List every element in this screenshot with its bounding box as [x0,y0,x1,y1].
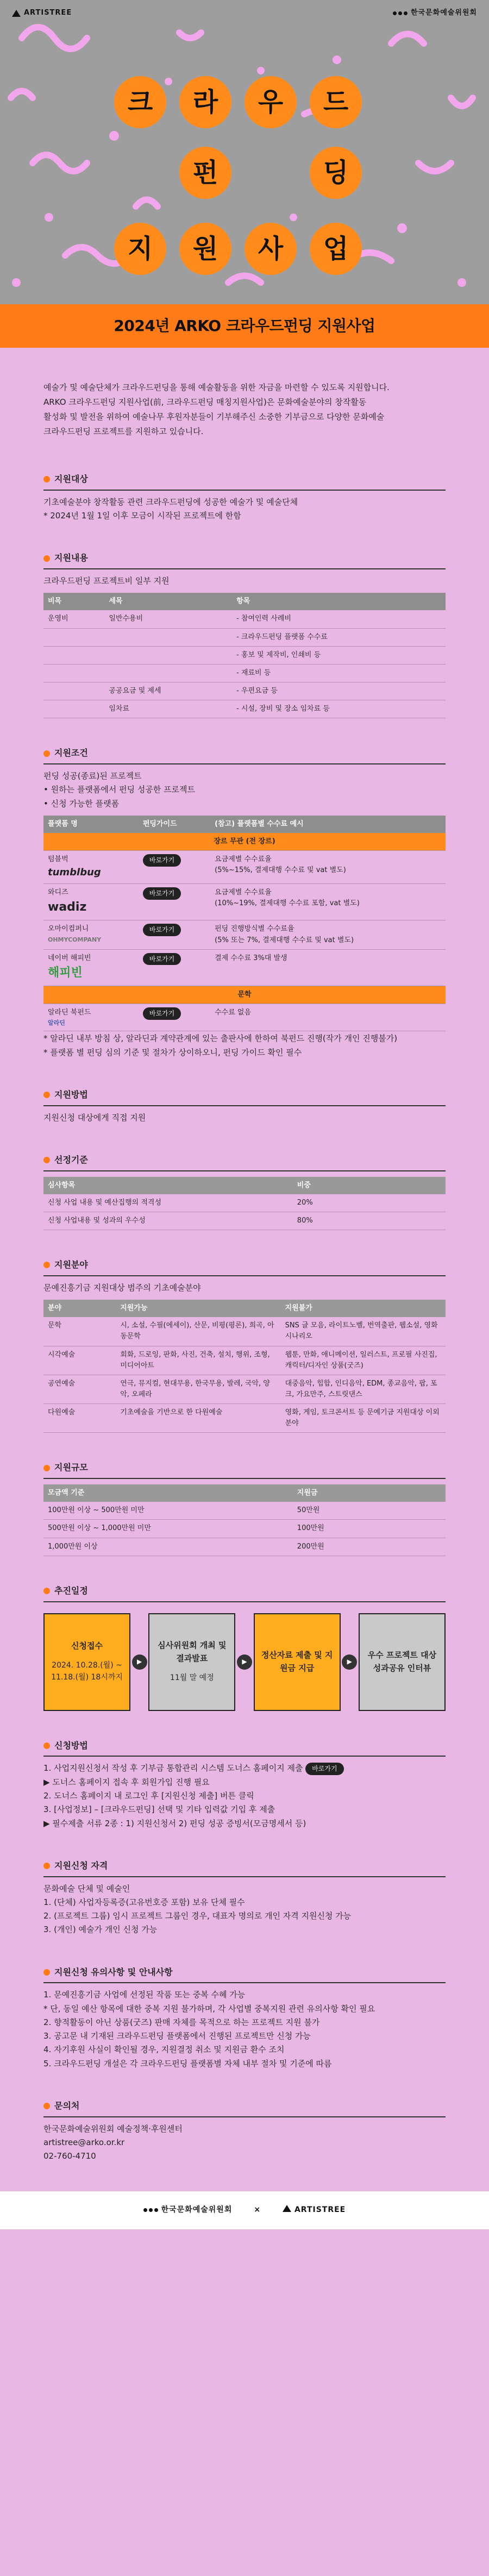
section-title [43,1088,446,1102]
caution-line: 5. 크라우드펀딩 개설은 각 크라우드펀딩 플랫폼별 자체 내부 절차 및 기준에 따름 [43,2058,332,2069]
scope-desc: 크라우드펀딩 프로젝트비 일부 지원 [43,576,170,586]
section-title [43,1258,446,1272]
caution-line: 3. 공고문 내 기재된 크라우드펀딩 플랫폼에서 진행된 프로젝트만 신청 가능 [43,2031,311,2041]
schedule-step [43,1613,130,1711]
scope-section [0,540,489,735]
section-title [43,1859,446,1873]
group-label: 장르 무관 (전 장르) [43,833,446,851]
divider [43,2116,446,2117]
table-row [43,1375,446,1403]
triangle-icon [283,2205,291,2212]
divider [43,1105,446,1106]
intro-line: 예술가 및 예술단체가 크라우드펀딩을 통해 예술활동을 위한 자금을 마련할 수 있도록 지원합니다. [43,383,390,392]
intro-line: 활성화 및 발전을 위하여 예술나무 후원자분들이 기부해주신 소중한 기부금으로 다양한 문화예술 [43,412,385,422]
table-header: 비목 [43,593,104,610]
conditions-section [0,735,489,1076]
table-row [43,949,446,986]
aladin-logo: 알라딘 [48,1019,65,1027]
fee-text: 펀딩 진행방식별 수수료율 [215,925,294,933]
caution-section [0,1954,489,2088]
section-title-text: 추진일정 [54,1585,88,1596]
arrow-right-icon: ▶ [342,1654,357,1670]
section-title-text: 지원대상 [54,474,88,484]
platform-name: 네이버 해피빈 [48,954,91,962]
table-header: 지원가능 [116,1300,280,1317]
caution-line: 1. 문예진흥기금 사업에 선정된 작품 또는 중복 수혜 가능 [43,1990,246,2000]
section-title [43,747,446,760]
conditions-bullet: • 신청 가능한 플랫폼 [43,798,120,808]
table-cell [104,628,232,646]
guide-link-button[interactable]: 바로가기 [143,887,181,900]
contact-section [0,2088,489,2191]
table-row [43,1502,446,1520]
table-cell: 문학 [43,1317,116,1346]
table-cell: 대중음악, 힙합, 인디음악, EDM, 종교음악, 팝, 포크, 가요만주, 스트릿댄스 [281,1375,446,1403]
table-cell: 100만원 [293,1520,446,1538]
section-title [43,1154,446,1167]
target-line: 기초예술분야 창작활동 관련 크라우드펀딩에 성공한 예술가 및 예술단체 [43,497,298,507]
table-row [43,664,446,682]
title-char: 업 [310,223,362,275]
arko-dots-icon [143,2208,158,2212]
platform-table [43,816,446,1031]
bullet-dot-icon [43,1969,50,1976]
divider [43,1876,446,1877]
top-bar [12,8,477,18]
table-row [43,610,446,628]
bullet-dot-icon [43,1863,50,1869]
footer-separator: × [254,2205,261,2214]
table-row [43,1404,446,1433]
footer-left-text: 한국문화예술위원회 [161,2205,233,2214]
fee-text: 수수료 없음 [215,1008,252,1017]
step-sub: 2024. 10.28.(월) ~ 11.18.(월) 18시까지 [51,1661,123,1682]
table-row [43,1538,446,1556]
section-title-text: 지원신청 자격 [54,1860,108,1871]
table-cell: 신청 사업내용 및 성과의 우수성 [43,1212,293,1230]
footer-artistree-logo [283,2204,346,2216]
qualification-section [0,1847,489,1954]
table-cell: - 우편요금 등 [232,682,446,700]
table-cell: - 시설, 장비 및 장소 임차료 등 [232,700,446,718]
table-cell: 임차료 [104,700,232,718]
schedule-step [148,1613,235,1711]
contact-email[interactable]: artistree@arko.or.kr [43,2138,125,2148]
table-cell [104,664,232,682]
fields-desc: 문예진흥기금 지원대상 범주의 기초예술분야 [43,1282,201,1293]
table-row [43,851,446,884]
group-label: 문학 [43,986,446,1004]
apply-line: 2. 도너스 홈페이지 내 로그인 후 [지원신청 제출] 버튼 클릭 [43,1791,254,1801]
table-cell: 시각예술 [43,1346,116,1375]
contact-phone[interactable]: 02-760-4710 [43,2151,96,2161]
divider [43,1601,446,1602]
table-cell [43,646,104,664]
wadiz-logo: wadiz [48,900,87,914]
fields-section [0,1246,489,1449]
table-row [43,1520,446,1538]
step-sub: 11월 말 예정 [170,1673,214,1682]
bullet-dot-icon [43,1092,50,1098]
criteria-section [0,1142,489,1246]
table-cell [43,628,104,646]
table-cell: 다원예술 [43,1404,116,1433]
fee-text: 요금제별 수수료율 [215,888,272,897]
brand-right-text: 한국문화예술위원회 [410,9,477,17]
target-section [0,461,489,540]
table-group-row [43,833,446,851]
guide-link-button[interactable]: 바로가기 [143,854,181,867]
fee-detail: (5% 또는 7%, 결제대행 수수료 및 vat 별도) [215,936,354,944]
bullet-dot-icon [43,555,50,562]
fee-text: 결제 수수료 3%대 발생 [215,954,287,962]
apply-line: 3. [사업정보] – [크라우드펀딩] 선택 및 기타 입력값 기입 후 제출 [43,1804,275,1815]
apply-line-text: 1. 사업지원신청서 작성 후 기부금 통합관리 시스템 도너스 홈페이지 제출 [43,1763,303,1773]
tumblbug-logo: tumblbug [48,867,101,879]
table-cell: 공공요금 및 제세 [104,682,232,700]
table-cell: 영화, 게임, 토크콘서트 등 문예기금 지원대상 이외 분야 [281,1404,446,1433]
table-cell: 일반수용비 [104,610,232,628]
brand-left-text: ARTISTREE [24,9,72,17]
table-cell: - 크라우드펀딩 플랫폼 수수료 [232,628,446,646]
bullet-dot-icon [43,1743,50,1749]
schedule-flow [43,1613,446,1711]
method-section [0,1076,489,1142]
table-cell: - 재료비 등 [232,664,446,682]
fee-text: 요금제별 수수료율 [215,855,272,864]
table-row [43,920,446,949]
table-header: 펀딩가이드 [139,816,210,833]
triangle-icon [12,10,21,17]
bullet-dot-icon [43,2103,50,2109]
arko-logo[interactable] [393,8,477,18]
apply-line: ▶ 필수제출 서류 2종 : 1) 지원신청서 2) 펀딩 성공 증빙서(모금명세서 등) [43,1818,306,1828]
scale-table [43,1484,446,1556]
conditions-note: * 플랫폼 별 펀딩 심의 기준 및 절차가 상이하오니, 펀딩 가이드 확인 필수 [43,1047,302,1057]
method-desc: 지원신청 대상에게 직접 지원 [43,1112,146,1123]
section-title-text: 지원규모 [54,1462,88,1473]
table-header: (참고) 플랫폼별 수수료 예시 [210,816,446,833]
qual-line: 3. (개인) 예술가 개인 신청 가능 [43,1925,158,1935]
bullet-dot-icon [43,1588,50,1594]
footer-arko-logo [143,2204,233,2216]
table-header: 비중 [293,1177,446,1194]
platform-name: 텀블벅 [48,855,68,864]
title-banner: 2024년 ARKO 크라우드펀딩 지원사업 [0,304,489,348]
table-row [43,682,446,700]
intro-line: 크라우드펀딩 프로젝트를 지원하고 있습니다. [43,427,204,436]
platform-name: 와디즈 [48,888,68,897]
conditions-bullet: • 원하는 플랫폼에서 펀딩 성공한 프로젝트 [43,785,196,795]
table-cell: 20% [293,1194,446,1212]
title-char: 사 [244,223,297,275]
apply-line [43,1762,446,1775]
table-cell: 연극, 뮤지컬, 현대무용, 한국무용, 발레, 국악, 양악, 오페라 [116,1375,280,1403]
table-cell: 100만원 이상 ~ 500만원 미만 [43,1502,293,1520]
table-cell: - 홍보 및 제작비, 인쇄비 등 [232,646,446,664]
section-title-text: 지원신청 유의사항 및 안내사항 [54,1966,173,1977]
table-cell: 운영비 [43,610,104,628]
title-char: 펀 [179,147,231,199]
qual-line: 2. (프로젝트 그룹) 임시 프로젝트 그룹인 경우, 대표자 명의로 개인 자격 지원신청 가능 [43,1911,352,1921]
table-header: 지원금 [293,1484,446,1502]
schedule-section [0,1572,489,1727]
table-header: 모금액 기준 [43,1484,293,1502]
table-cell: 회화, 드로잉, 판화, 사진, 건축, 설치, 행위, 조형, 미디어아트 [116,1346,280,1375]
table-cell: 공연예술 [43,1375,116,1403]
table-group-row [43,986,446,1004]
apply-line: ▶ 도너스 홈페이지 접속 후 회원가입 진행 필요 [43,1777,210,1787]
table-cell: 500만원 이상 ~ 1,000만원 미만 [43,1520,293,1538]
title-char: 크 [114,76,166,128]
caution-line: 2. 향적활동이 아닌 상품(굿즈) 판매 자체를 목적으로 하는 프로젝트 지원 불가 [43,2017,320,2027]
title-char: 원 [179,223,231,275]
table-header: 지원불가 [281,1300,446,1317]
table-header: 플랫폼 명 [43,816,139,833]
section-title [43,1966,446,1979]
section-title-text: 문의처 [54,2100,80,2111]
qual-line: 문화예술 단체 및 예술인 [43,1883,130,1894]
step-label: 우수 프로젝트 대상 성과공유 인터뷰 [367,1650,437,1673]
section-title [43,473,446,486]
table-header: 항목 [232,593,446,610]
table-header: 세목 [104,593,232,610]
section-title-text: 지원내용 [54,553,88,563]
table-cell: 기초예술을 기반으로 한 다원예술 [116,1404,280,1433]
table-cell: SNS 글 모음, 라이트노벨, 번역출판, 웹소설, 영화 시나리오 [281,1317,446,1346]
guide-link-button[interactable]: 바로가기 [143,953,181,966]
table-row [43,628,446,646]
section-title-text: 신청방법 [54,1740,88,1751]
table-cell: 시, 소설, 수필(에세이), 산문, 비평(평론), 희곡, 아동문학 [116,1317,280,1346]
title-char: 지 [114,223,166,275]
title-char: 라 [179,76,231,128]
intro-line: ARKO 크라우드펀딩 지원사업(前, 크라우드펀딩 매칭지원사업)은 문화예술분야의 창작활동 [43,397,367,407]
arrow-right-icon: ▶ [132,1654,147,1670]
divider [43,490,446,491]
table-cell: 신청 사업 내용 및 예산집행의 적격성 [43,1194,293,1212]
section-title-text: 지원분야 [54,1259,88,1270]
schedule-step [359,1613,446,1711]
title-char: 드 [310,76,362,128]
table-cell [43,664,104,682]
conditions-desc: 펀딩 성공(종료)된 프로젝트 [43,771,142,781]
step-label: 정산자료 제출 및 지원금 지급 [261,1650,333,1673]
scope-table [43,593,446,718]
section-title [43,1461,446,1475]
divider [43,568,446,569]
apply-section [0,1727,489,1847]
donus-link-button[interactable]: 바로가기 [305,1763,343,1775]
divider [43,1478,446,1479]
arko-dots-icon [393,11,408,15]
table-row [43,1194,446,1212]
schedule-step [254,1613,341,1711]
intro-text [0,348,489,461]
table-row [43,1004,446,1031]
fee-detail: (5%~15%, 결제대행 수수료 및 vat 별도) [215,866,346,875]
bullet-dot-icon [43,1262,50,1268]
bullet-dot-icon [43,750,50,757]
footer-right-text: ARTISTREE [294,2205,346,2214]
fee-detail: (10%~19%, 결제대행 수수료 포함, vat 별도) [215,899,360,908]
target-note: * 2024년 1월 1일 이후 모금이 시작된 프로젝트에 한함 [43,511,241,521]
artistree-logo[interactable] [12,8,72,18]
table-cell: 50만원 [293,1502,446,1520]
caution-line: 4. 자기후원 사실이 확인될 경우, 지원결정 취소 및 지원금 환수 조치 [43,2045,285,2055]
bullet-dot-icon [43,476,50,482]
contact-org: 한국문화예술위원회 예술정책·후원센터 [43,2123,183,2134]
section-title-text: 지원조건 [54,748,88,759]
ohmycompany-logo: OHMYCOMPANY [48,936,102,943]
table-cell: 80% [293,1212,446,1230]
table-cell: - 참여인력 사례비 [232,610,446,628]
table-row [43,1317,446,1346]
caution-line: * 단, 동일 예산 항목에 대한 중복 지원 불가하며, 각 사업별 중복지원 관련 유의사항 확인 필요 [43,2003,375,2014]
table-header: 심사항목 [43,1177,293,1194]
footer [0,2191,489,2229]
divider [43,1170,446,1171]
title-char: 우 [244,76,297,128]
hero-title [0,0,489,304]
hero-section [0,0,489,304]
bullet-dot-icon [43,1157,50,1163]
criteria-table [43,1177,446,1230]
table-cell: 200만원 [293,1538,446,1556]
section-title [43,1739,446,1753]
qual-line: 1. (단체) 사업자등록증(고유번호증 포함) 보유 단체 필수 [43,1897,245,1907]
platform-name: 알라딘 북펀드 [48,1008,91,1017]
divider [43,1756,446,1757]
step-label: 심사위원회 개최 및 결과발표 [158,1640,227,1663]
table-cell [104,646,232,664]
table-row [43,646,446,664]
section-title [43,1584,446,1598]
table-cell [43,682,104,700]
table-row [43,1212,446,1230]
table-row [43,1346,446,1375]
title-char: 딩 [310,147,362,199]
table-header: 분야 [43,1300,116,1317]
table-row [43,700,446,718]
divider [43,763,446,764]
fields-table [43,1300,446,1433]
section-title [43,551,446,565]
scale-section [0,1449,489,1572]
conditions-note: * 알라딘 내부 방침 상, 알라딘과 계약관계에 있는 출판사에 한하여 북펀드 진행(작가 개인 진행불가) [43,1033,398,1044]
guide-link-button[interactable]: 바로가기 [143,1007,181,1020]
section-title-text: 지원방법 [54,1089,88,1100]
arrow-right-icon: ▶ [237,1654,252,1670]
table-row [43,884,446,920]
platform-name: 오마이컴퍼니 [48,925,89,933]
divider [43,1275,446,1276]
table-cell: 웹툰, 만화, 애니메이션, 일러스트, 프로필 사진집, 캐릭터/디자인 상품(굿즈) [281,1346,446,1375]
divider [43,1982,446,1983]
bullet-dot-icon [43,1465,50,1471]
table-cell: 1,000만원 이상 [43,1538,293,1556]
happybean-logo: 해피빈 [48,966,83,980]
section-title [43,2099,446,2113]
table-cell [43,700,104,718]
guide-link-button[interactable]: 바로가기 [143,924,181,936]
section-title-text: 선정기준 [54,1154,88,1165]
step-label: 신청접수 [71,1641,103,1651]
